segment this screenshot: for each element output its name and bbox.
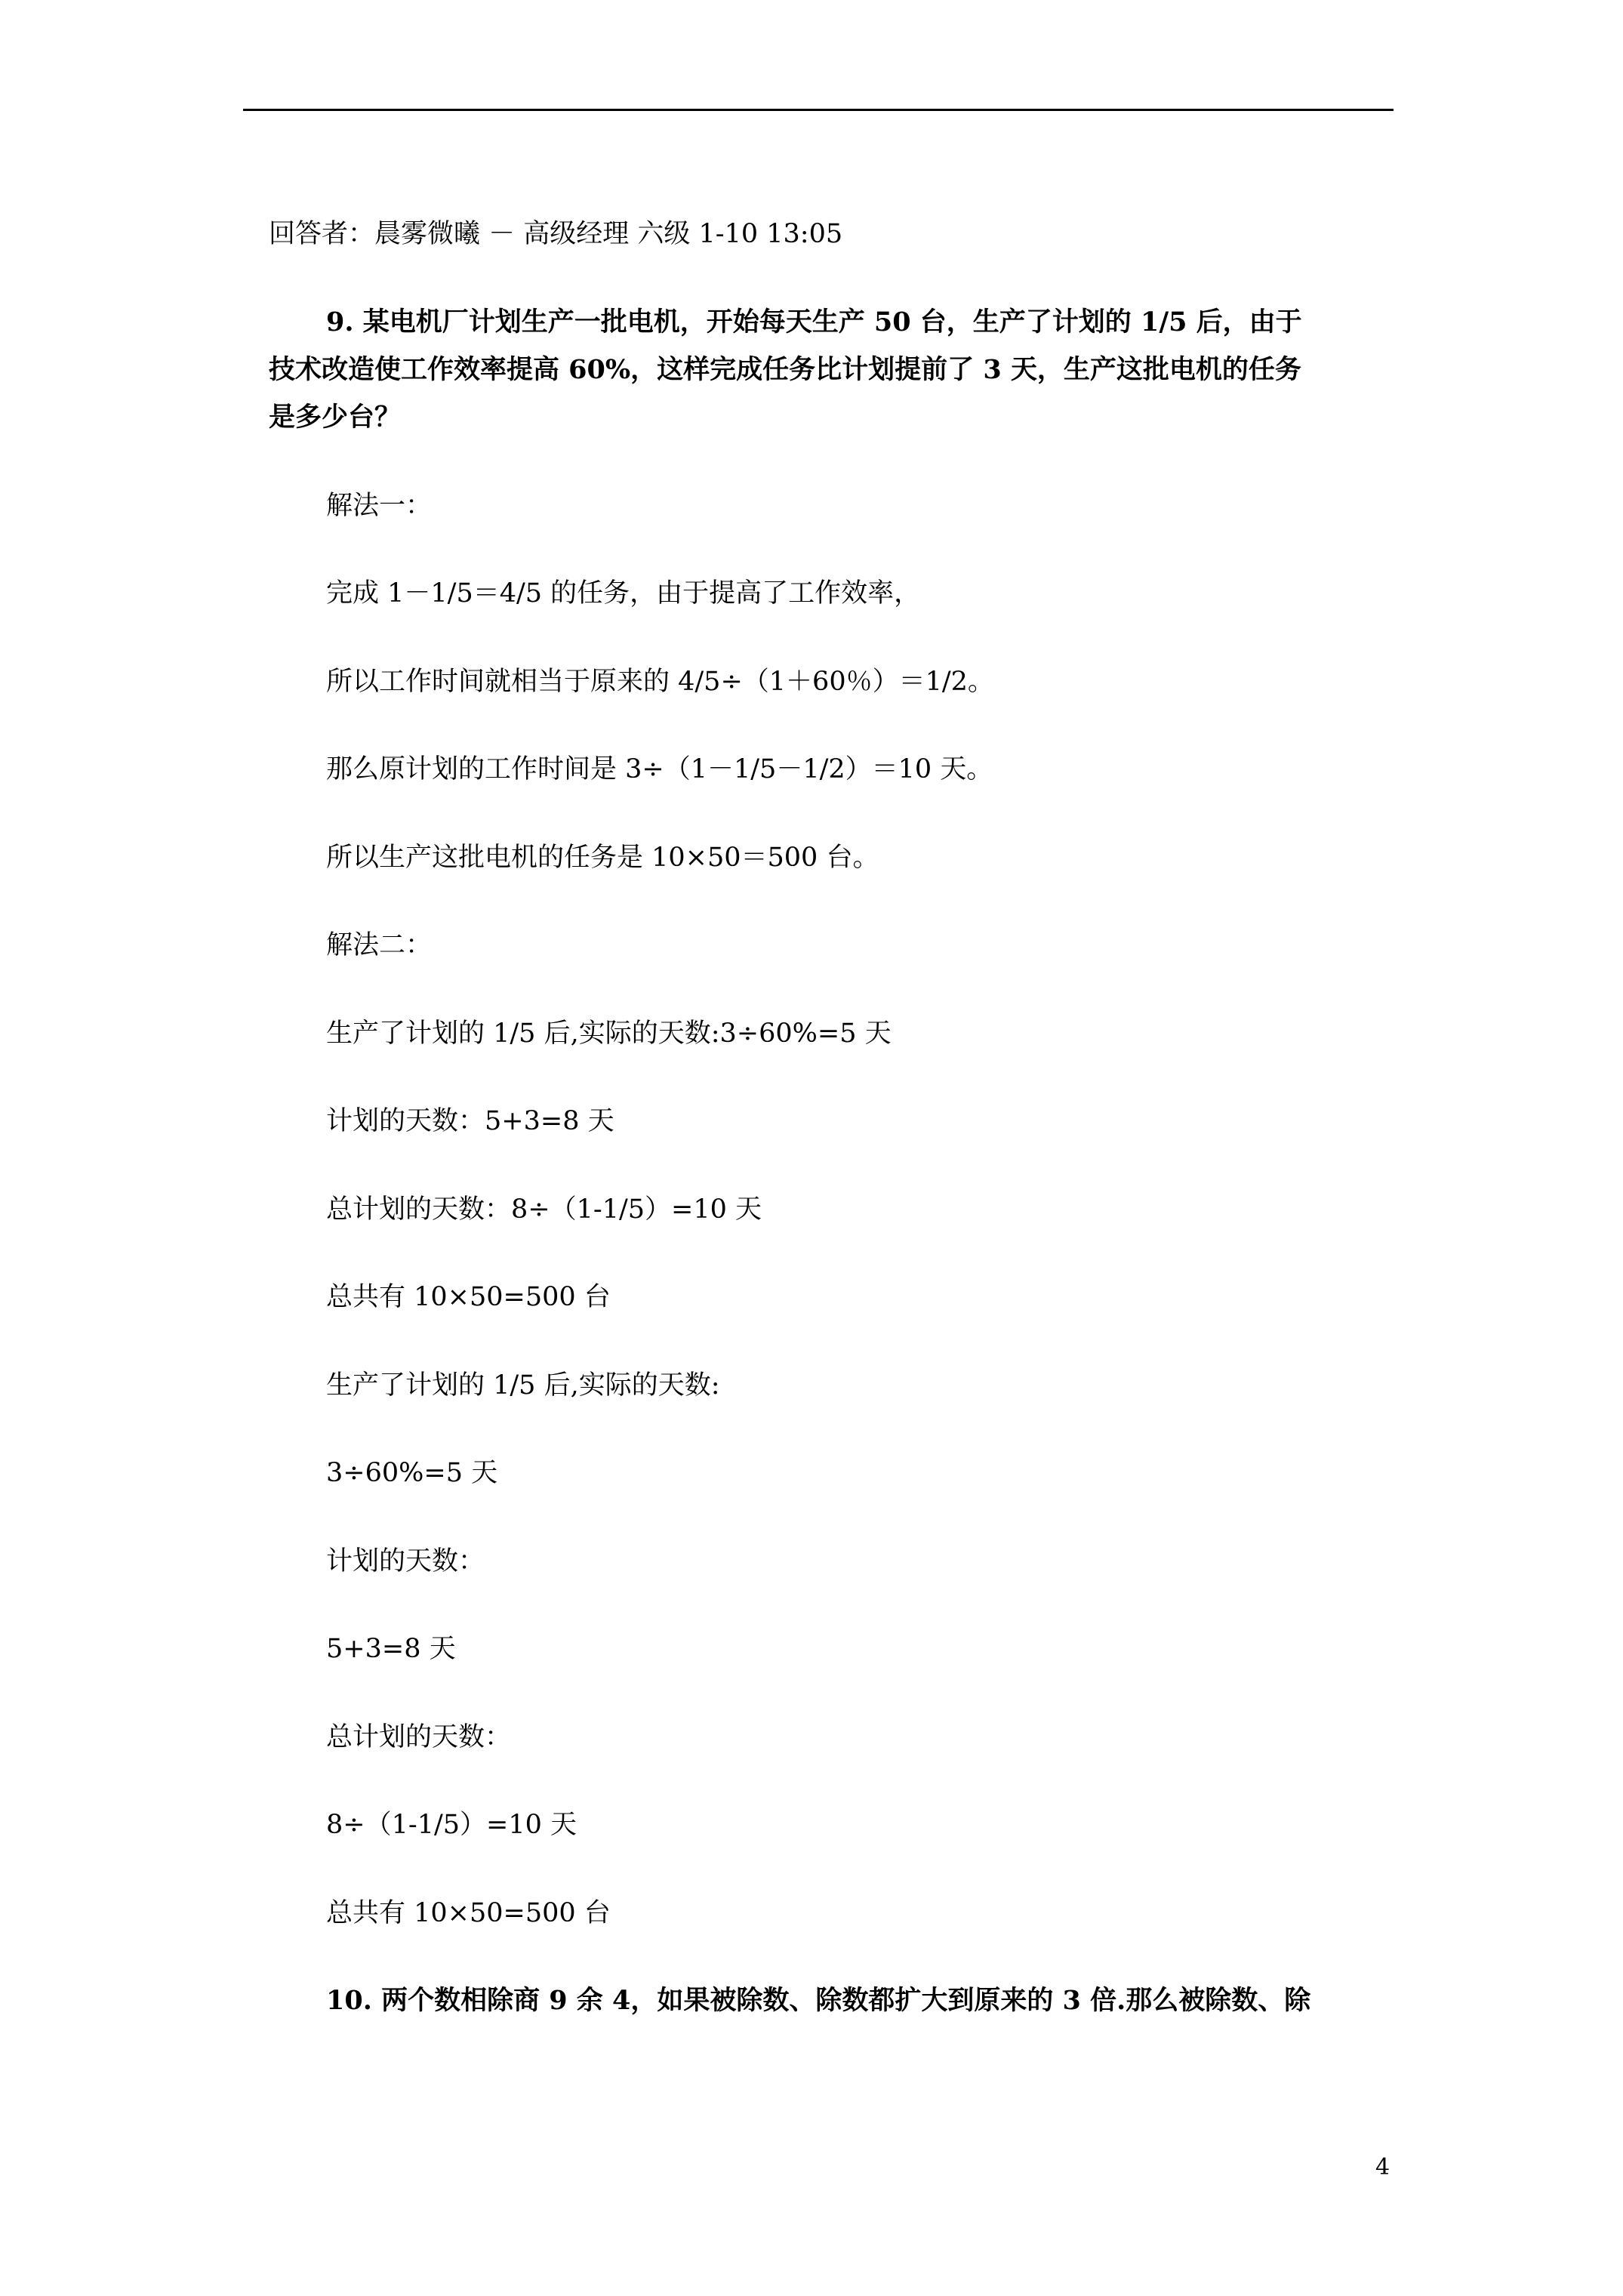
method-2-step-7: 计划的天数： — [326, 1546, 485, 1576]
answerer-line: 回答者：晨雾微曦 － 高级经理 六级 1-10 13:05 — [269, 219, 843, 249]
page-number: 4 — [1375, 2154, 1390, 2180]
question-9-line-2: 技术改造使工作效率提高 60%，这样完成任务比计划提前了 3 天，生产这批电机的任务 — [269, 354, 1301, 385]
method-2-step-11: 总共有 10×50=500 台 — [326, 1898, 611, 1928]
method-2-title: 解法二： — [326, 930, 433, 960]
method-2-step-1: 生产了计划的 1/5 后,实际的天数:3÷60%=5 天 — [326, 1019, 892, 1049]
question-9-line-1: 9. 某电机厂计划生产一批电机，开始每天生产 50 台，生产了计划的 1/5 后，由于 — [326, 307, 1302, 337]
method-1-step-1: 完成 1－1/5＝4/5 的任务，由于提高了工作效率， — [326, 578, 921, 609]
header-rule — [243, 109, 1394, 111]
method-2-step-8: 5+3=8 天 — [326, 1634, 456, 1664]
method-1-step-3: 那么原计划的工作时间是 3÷（1－1/5－1/2）＝10 天。 — [326, 754, 993, 784]
question-10-line-1: 10. 两个数相除商 9 余 4，如果被除数、除数都扩大到原来的 3 倍.那么被除数、除 — [326, 1985, 1311, 2016]
method-1-step-4: 所以生产这批电机的任务是 10×50＝500 台。 — [326, 843, 879, 873]
method-2-step-2: 计划的天数：5+3=8 天 — [326, 1106, 614, 1136]
method-2-step-6: 3÷60%=5 天 — [326, 1458, 498, 1488]
method-2-step-9: 总计划的天数： — [326, 1722, 512, 1752]
method-2-step-4: 总共有 10×50=500 台 — [326, 1282, 611, 1312]
method-1-step-2: 所以工作时间就相当于原来的 4/5÷（1＋60％）＝1/2。 — [326, 667, 994, 697]
question-9-line-3: 是多少台？ — [269, 402, 402, 433]
method-2-step-10: 8÷（1-1/5）=10 天 — [326, 1810, 577, 1840]
method-2-step-5: 生产了计划的 1/5 后,实际的天数: — [326, 1370, 720, 1401]
method-2-step-3: 总计划的天数：8÷（1-1/5）=10 天 — [326, 1194, 762, 1225]
method-1-title: 解法一： — [326, 491, 433, 521]
